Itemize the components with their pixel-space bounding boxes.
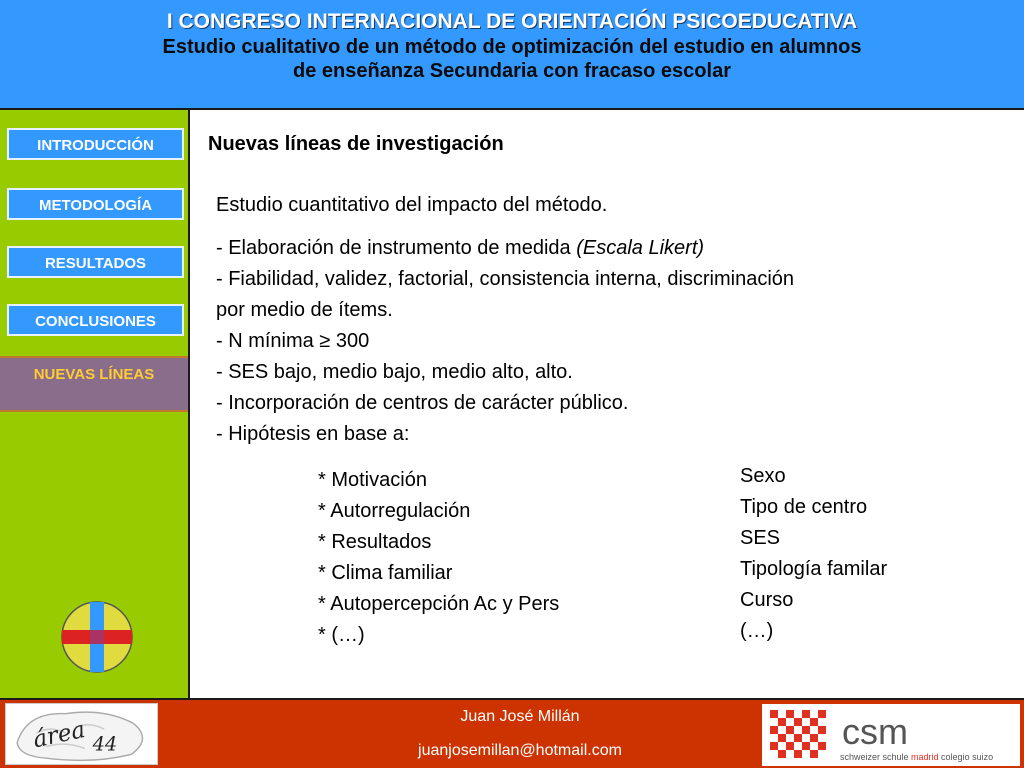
- area-44-logo: [5, 703, 158, 765]
- footer: [0, 698, 1024, 768]
- bullet-list: [216, 233, 996, 450]
- csm-logo: [762, 704, 1020, 766]
- nav-conclusiones-button[interactable]: CONCLUSIONES: [7, 304, 184, 336]
- nav-introduccion-button[interactable]: INTRODUCCIÓN: [7, 128, 184, 160]
- list-item: * Motivación: [318, 469, 427, 491]
- list-item: SES: [740, 527, 781, 549]
- sidebar: [0, 110, 190, 698]
- study-title-line-1: Estudio cualitativo de un método de optimización del estudio en alumnos: [162, 36, 862, 58]
- csm-logo-subtitle: schweizer schule madrid colegio suizo: [840, 752, 994, 762]
- nav-nuevas-lineas-button[interactable]: NUEVAS LÍNEAS: [0, 356, 188, 412]
- area-logo-number: 44: [92, 732, 118, 756]
- main-content: [190, 110, 1024, 698]
- variables-list: [740, 461, 887, 647]
- bullet-text: - Elaboración de instrumento de medida: [216, 237, 577, 259]
- bullet-item: [216, 233, 996, 264]
- bullet-item: - Incorporación de centros de carácter público.: [216, 392, 629, 414]
- header-banner: [0, 0, 1024, 110]
- author-email[interactable]: juanjosemillan@hotmail.com: [418, 742, 622, 759]
- list-item: Curso: [740, 589, 794, 611]
- list-item: * Clima familiar: [318, 562, 453, 584]
- bullet-item: - Hipótesis en base a:: [216, 423, 410, 445]
- study-title-line-2: de enseñanza Secundaria con fracaso escolar: [293, 60, 731, 82]
- list-item: * Autopercepción Ac y Pers: [318, 593, 560, 615]
- list-item: * Resultados: [318, 531, 432, 553]
- bullet-item: - N mínima ≥ 300: [216, 330, 370, 352]
- bullet-italic: (Escala Likert): [576, 237, 705, 259]
- intro-text: Estudio cuantitativo del impacto del método.: [216, 194, 608, 216]
- congress-title: I CONGRESO INTERNACIONAL DE ORIENTACIÓN PSICOEDUCATIVA: [166, 10, 858, 33]
- author-name: Juan José Millán: [460, 708, 580, 725]
- nav-resultados-button[interactable]: RESULTADOS: [7, 246, 184, 278]
- bullet-item: - SES bajo, medio bajo, medio alto, alto.: [216, 361, 573, 383]
- bullet-item-continuation: por medio de ítems.: [216, 299, 393, 321]
- cross-logo-icon: [60, 600, 134, 674]
- hypotheses-list: [318, 465, 559, 651]
- csm-logo-text: csm: [842, 711, 908, 752]
- list-item: Tipología familar: [740, 558, 888, 580]
- bullet-item: - Fiabilidad, validez, factorial, consistencia interna, discriminación: [216, 268, 795, 290]
- list-item: (…): [740, 620, 774, 642]
- area-logo-text: área: [30, 715, 88, 754]
- page-title: Nuevas líneas de investigación: [208, 133, 504, 155]
- list-item: Sexo: [740, 465, 786, 487]
- list-item: * Autorregulación: [318, 500, 471, 522]
- list-item: Tipo de centro: [740, 496, 868, 518]
- nav-metodologia-button[interactable]: METODOLOGÍA: [7, 188, 184, 220]
- list-item: * (…): [318, 624, 365, 646]
